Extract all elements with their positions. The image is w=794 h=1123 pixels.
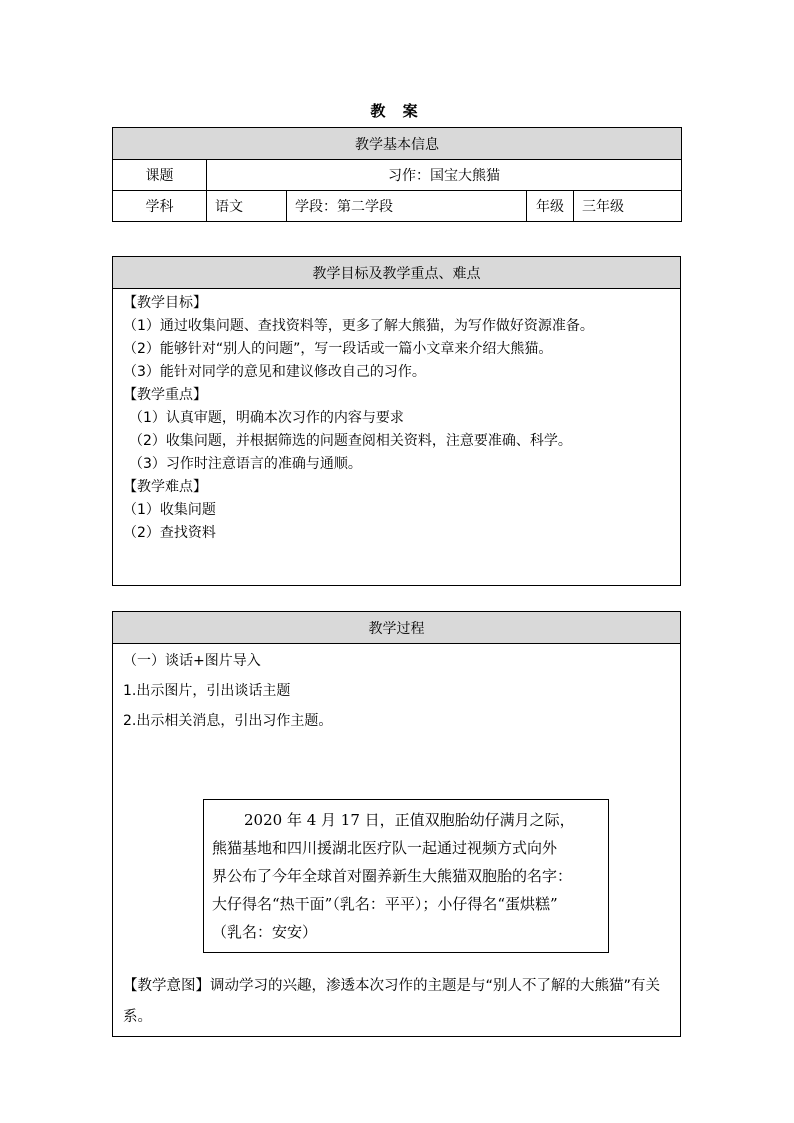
process-section-title: （一）谈话+图片导入 (123, 653, 261, 669)
news-line: 熊猫基地和四川援湖北医疗队一起通过视频方式向外 (212, 839, 558, 857)
intent-label: 【教学意图】 (123, 978, 210, 994)
key-item: （2）收集问题，并根据筛选的问题查阅相关资料，注意要准确、科学。 (129, 433, 572, 449)
topic-label: 课题 (113, 160, 207, 191)
basic-info-table (112, 127, 682, 222)
document-title: 教 案 (370, 102, 424, 120)
basic-info-header: 教学基本信息 (113, 128, 682, 160)
news-line: 大仔得名“热干面”（乳名：平平）；小仔得名“蛋烘糕” (212, 895, 558, 913)
news-line: 2020 年 4 月 17 日，正值双胞胎幼仔满月之际， (244, 811, 575, 829)
objectives-table (112, 256, 681, 586)
goal-item: （3）能针对同学的意见和建议修改自己的习作。 (123, 364, 426, 380)
subject-label: 学科 (113, 191, 207, 222)
difficulty-item: （1）收集问题 (123, 502, 216, 518)
grade-value: 三年级 (574, 191, 682, 222)
news-line: （乳名：安安） (212, 923, 318, 941)
difficulty-item: （2）查找资料 (123, 525, 216, 541)
stage-value: 学段：第二学段 (287, 191, 527, 222)
key-item: （1）认真审题，明确本次习作的内容与要求 (129, 410, 404, 426)
process-body (113, 644, 681, 1037)
grade-label: 年级 (527, 191, 574, 222)
key-item: （3）习作时注意语言的准确与通顺。 (129, 456, 362, 472)
intent-text: 调动学习的兴趣，渗透本次习作的主题是与“别人不了解的大熊猫”有关系。 (123, 978, 661, 1025)
process-header: 教学过程 (113, 612, 681, 644)
key-title: 【教学重点】 (123, 387, 207, 403)
process-step: 2.出示相关消息，引出习作主题。 (123, 713, 333, 729)
process-table (112, 611, 681, 1037)
subject-value: 语文 (207, 191, 287, 222)
goal-item: （2）能够针对“别人的问题”，写一段话或一篇小文章来介绍大熊猫。 (123, 341, 553, 357)
objectives-body (113, 289, 681, 586)
news-box (203, 799, 609, 953)
process-step: 1.出示图片，引出谈话主题 (123, 683, 291, 699)
goal-item: （1）通过收集问题、查找资料等，更多了解大熊猫，为写作做好资源准备。 (123, 318, 594, 334)
topic-value: 习作：国宝大熊猫 (207, 160, 682, 191)
teaching-intent (123, 971, 670, 1033)
difficulty-title: 【教学难点】 (123, 479, 207, 495)
news-line: 界公布了今年全球首对圈养新生大熊猫双胞胎的名字： (212, 867, 573, 885)
objectives-header: 教学目标及教学重点、难点 (113, 257, 681, 289)
goal-title: 【教学目标】 (123, 295, 207, 311)
